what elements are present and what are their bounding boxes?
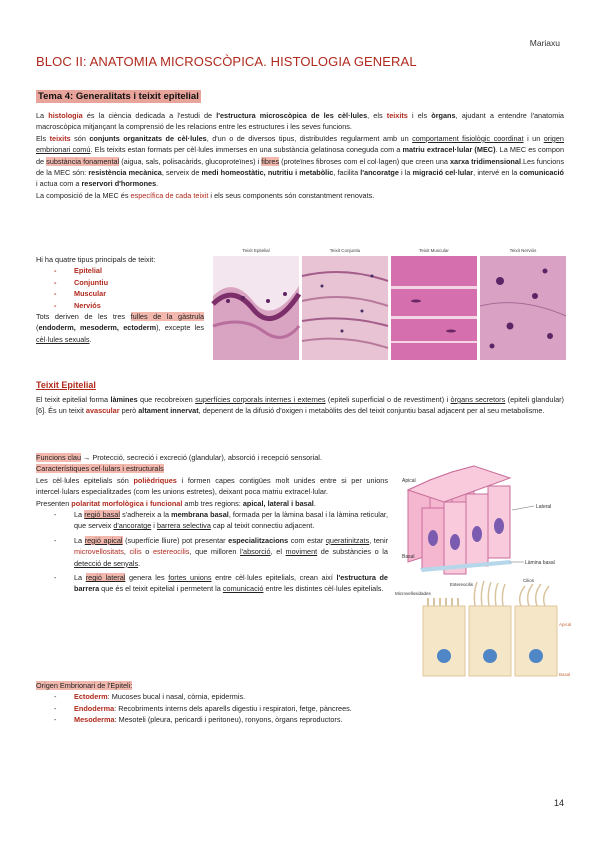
regions-list xyxy=(36,509,388,595)
apical-specializations-diagram xyxy=(395,578,570,683)
tissue-types-list xyxy=(36,265,204,311)
tissue-types-lead: Hi ha quatre tipus principals de teixit: xyxy=(36,255,156,264)
epithelial-paragraph: El teixit epitelial forma làmines que recobreixen superfícies corporals internes i externes (epiteli superficial o de revestiment) i òrgans secretors (epiteli glandular) [6]. És un teixit avascular però altament innervat, depenent de la difusió d'oxigen i metabòlits des del teixit conjuntiu basal adjacent per al seu metabolisme. xyxy=(36,395,564,416)
label-basal: Basal xyxy=(402,554,415,560)
epithelial-polarity-diagram xyxy=(400,470,570,575)
origin-heading: Origen Embrionari de l'Epiteli: xyxy=(36,681,133,690)
origin-list xyxy=(36,691,564,725)
embryonic-origin xyxy=(36,680,564,726)
tissue-image-muscle: Teixit Muscular xyxy=(391,248,477,360)
list-item: - Conjuntiu xyxy=(54,277,204,288)
label-apical: Apical xyxy=(402,478,416,484)
characteristics-p1: Les cèl·lules epitelials són polièdriques i formen capes contigües molt unides entre si per unions intercel·lulars especialitzades (com les unions estretes), deixant poca matriu extracel·lular. xyxy=(36,475,389,497)
section-title-epithelial: Teixit Epitelial xyxy=(36,380,96,390)
list-item: - La regió basal s'adhereix a la membrana basal, formada per la làmina basal i la làmina reticular, que serveix d'ancoratge i barrera selectiva cap al teixit connectiu adjacent. xyxy=(54,509,388,532)
label-cilios: Cilios xyxy=(523,578,535,583)
label-microvellosidades: Microvellosidades xyxy=(395,591,431,596)
tissue-image-epithelial: Teixit Epitelial xyxy=(213,248,299,360)
tissue-types xyxy=(36,254,204,345)
functions-line: Funcions clau → Protecció, secreció i excreció (glandular), absorció i recepció sensorial. xyxy=(36,453,322,462)
bloc-title: BLOC II: ANATOMIA MICROSCÒPICA. HISTOLOGIA GENERAL xyxy=(36,54,417,69)
label-estereocilis: Estereocilis xyxy=(450,582,474,587)
intro-paragraph-2: Els teixits són conjunts organitzats de cèl·lules, d'un o de diversos tipus, distribuïdes regularment amb un comportament fisiològic coordinat i un origen embrionari comú. Els teixits estan formats per cèl·lules immerses en una substància gelatinosa coneguda com a matriu extracel·lular (MEC). La MEC es compon de substància fonamental (aigua, sals, polisacàrids, glucoproteïnes) i fibres (proteïnes fibroses com el col·lagen) que creen una xarxa tridimensional.Les funcions de la MEC són: resistència mecànica, serveix de medi homeostàtic, nutritiu i metabòlic, facilita l'ancoratge i la migració cel·lular, intervé en la comunicació i actua com a reservori d'hormones. xyxy=(36,133,565,189)
list-item: - La regió lateral genera les fortes unions entre cèl·lules epitelials, crean així l'estructura de barrera que és el teixit epitelial i permetent la comunicació entre les distintes cèl·lules epitelials. xyxy=(54,572,388,595)
tissue-image-connective: Teixit Conjuntiu xyxy=(302,248,388,360)
list-item: - Mesoderma: Mesoteli (pleura, pericardi i peritoneu), ronyons, òrgans reproductors. xyxy=(54,714,564,725)
tema-title: Tema 4: Generalitats i teixit epitelial xyxy=(38,91,199,102)
list-item: - Endoderma: Recobriments interns dels aparells digestiu i respiratori, fetge, pàncrees. xyxy=(54,703,564,714)
characteristics-p2: Presenten polaritat morfològica i funcional amb tres regions: apical, lateral i basal. xyxy=(36,498,316,508)
author-name: Mariaxu xyxy=(529,38,560,48)
label-basal-2: Basal xyxy=(559,672,571,677)
intro-paragraph-1: La histologia és la ciència dedicada a l'estudi de l'estructura microscòpica de les cèl·lules, els teixits i els òrgans, ajudant a entendre l'anatomia macroscòpica mitjançant la comprensió de les relacions entre les estructures i les seves funcions. xyxy=(36,111,564,132)
page-number: 14 xyxy=(553,798,564,808)
characteristics-text xyxy=(36,452,388,595)
list-item: - Muscular xyxy=(54,288,204,299)
label-apical-2: Apical xyxy=(559,622,572,627)
list-item: - Epitelial xyxy=(54,265,204,276)
tissue-image-nervous: Teixit Nerviós xyxy=(480,248,566,360)
intro-paragraph-3: La composició de la MEC és específica de cada teixit i els seus components són constantment renovats. xyxy=(36,190,375,200)
list-item: - Ectoderm: Mucoses bucal i nasal, còrnia, epidermis. xyxy=(54,691,564,702)
label-lateral: Lateral xyxy=(536,504,552,510)
tissue-derivation: Tots deriven de les tres fulles de la gàstrula (endoderm, mesoderm, ectoderm), excepte les cèl·lules sexuals. xyxy=(36,312,205,344)
list-item: - Nerviós xyxy=(54,300,204,311)
list-item: - La regió apical (superfície lliure) pot presentar especialitzacions com estar queratinitzats, tenir microvellositats, cilis o estereocilis, que milloren l'absorció, el moviment de substàncies o la detecció de senyals. xyxy=(54,535,388,569)
intro-text xyxy=(36,110,564,201)
characteristics-heading: Característiques cel·lulars i estructurals xyxy=(36,464,164,474)
label-lamina-basal: Làmina basal xyxy=(525,560,555,566)
